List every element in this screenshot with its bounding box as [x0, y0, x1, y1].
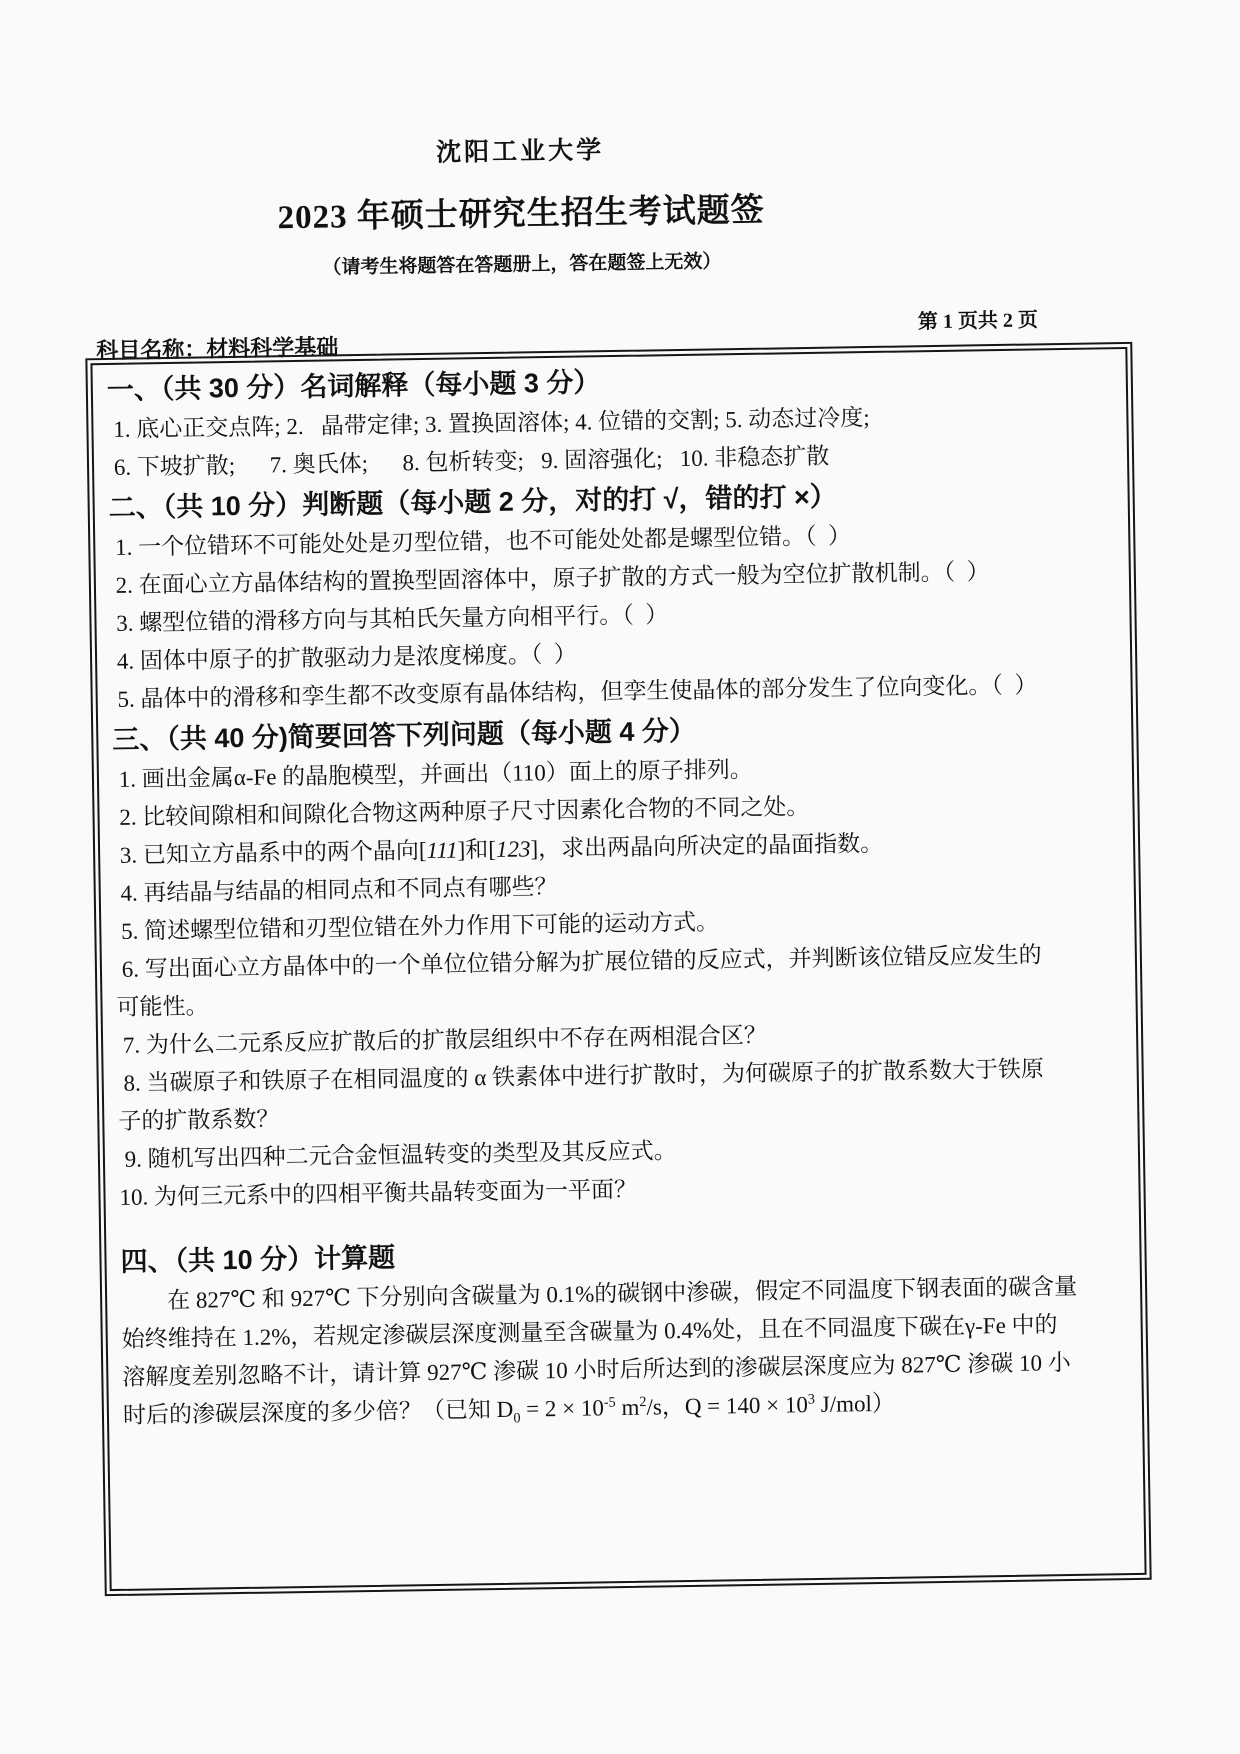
short-answer-item-9: 9. 随机写出四种二元合金恒温转变的类型及其反应式。 — [118, 1138, 677, 1172]
judge-item-1: 1. 一个位错环不可能处处是刃型位错，也不可能处处都是螺型位错。（ ） — [109, 523, 852, 560]
section-1-terms-line-1: 1. 底心正交点阵; 2. 晶带定律; 3. 置换固溶体; 4. 位错的交割; 5. 动态过冷度; — [107, 405, 870, 442]
crystal-direction-111: 111 — [426, 837, 458, 864]
calc-text-2: = 2 × 10 — [520, 1395, 605, 1422]
short-answer-item-8-line-2: 子的扩散系数？ — [118, 1106, 280, 1134]
calc-text-4: /s，Q = 140 × 10 — [646, 1392, 809, 1420]
university-title: 沈阳工业大学 — [435, 137, 605, 167]
section-2-heading: 二、（共 10 分）判断题（每小题 2 分，对的打 √，错的打 ×） — [108, 481, 838, 523]
short-answer-item-5: 5. 简述螺型位错和刃型位错在外力作用下可能的运动方式。 — [115, 909, 720, 944]
item-3-text-post: ]，求出两晶向所决定的晶面指数。 — [530, 830, 884, 862]
judge-item-4: 4. 固体中原子的扩散驱动力是浓度梯度。（ ） — [110, 641, 578, 674]
section-4-heading: 四、（共 10 分）计算题 — [120, 1242, 396, 1277]
d-zero-subscript: 0 — [513, 1410, 521, 1427]
short-answer-item-4: 4. 再结晶与结晶的相同点和不同点有哪些？ — [114, 873, 558, 906]
exponent-2: 2 — [639, 1393, 647, 1411]
page-indicator: 第 1 页共 2 页 — [917, 309, 1039, 334]
calc-paragraph-line-1: 在 827℃ 和 927℃ 下分别向含碳量为 0.1%的碳钢中渗碳，假定不同温度下钢表面的碳含量 — [166, 1273, 1078, 1314]
calc-text-5: J/mol） — [814, 1390, 896, 1417]
judge-item-3: 3. 螺型位错的滑移方向与其柏氏矢量方向相平行。（ ） — [110, 602, 669, 636]
section-1-terms-line-2: 6. 下坡扩散; 7. 奥氏体; 8. 包析转变; 9. 固溶强化; 10. 非稳态扩散 — [107, 443, 830, 480]
short-answer-item-1: 1. 画出金属α-Fe 的晶胞模型，并画出（110）面上的原子排列。 — [112, 756, 753, 792]
short-answer-item-2: 2. 比较间隙相和间隙化合物这两种原子尺寸因素化合物的不同之处。 — [113, 794, 810, 830]
exponent-3: 3 — [807, 1391, 816, 1408]
item-3-text-mid: ]和[ — [457, 836, 497, 863]
exponent-minus-5: -5 — [603, 1394, 616, 1411]
crystal-direction-123: 123 — [495, 836, 531, 862]
calc-paragraph-line-3: 溶解度差别忽略不计，请计算 927℃ 渗碳 10 小时后所达到的渗碳层深度应为 827℃ 渗碳 10 小 — [122, 1349, 1071, 1390]
item-3-text-pre: 3. 已知立方晶系中的两个晶向[ — [113, 838, 427, 868]
judge-item-5: 5. 晶体中的滑移和孪生都不改变原有晶体结构，但孪生使晶体的部分发生了位向变化。（ ） — [111, 672, 1038, 712]
calc-paragraph-line-2: 始终维持在 1.2%，若规定渗碳层深度测量至含碳量为 0.4%处，且在不同温度下碳在γ-Fe 中的 — [121, 1312, 1058, 1352]
subject-label: 科目名称：材料科学基础 — [96, 334, 339, 364]
section-3-heading: 三、（共 40 分)简要回答下列问题（每小题 4 分） — [112, 715, 697, 755]
calc-text-3: m — [615, 1394, 640, 1421]
exam-title: 2023 年硕士研究生招生考试题签 — [277, 192, 766, 237]
short-answer-item-7: 7. 为什么二元系反应扩散后的扩散层组织中不存在两相混合区？ — [116, 1022, 768, 1058]
calc-text-1: 时后的渗碳层深度的多少倍？（已知 D — [122, 1396, 514, 1428]
exam-instruction-note: （请考生将题答在答题册上，答在题签上无效） — [322, 251, 722, 279]
short-answer-item-10: 10. 为何三元系中的四相平衡共晶转变面为一平面？ — [119, 1176, 638, 1210]
short-answer-item-8-line-1: 8. 当碳原子和铁原子在相同温度的 α 铁素体中进行扩散时，为何碳原子的扩散系数大于铁原 — [117, 1056, 1045, 1096]
short-answer-item-6-line-2: 可能性。 — [116, 993, 209, 1020]
section-1-heading: 一、（共 30 分）名词解释（每小题 3 分） — [106, 367, 601, 405]
short-answer-item-6-line-1: 6. 写出面心立方晶体中的一个单位位错分解为扩展位错的反应式，并判断该位错反应发生的 — [115, 942, 1042, 982]
judge-item-2: 2. 在面心立方晶体结构的置换型固溶体中，原子扩散的方式一般为空位扩散机制。（ ） — [109, 559, 990, 598]
exam-content-box — [85, 342, 1151, 1596]
